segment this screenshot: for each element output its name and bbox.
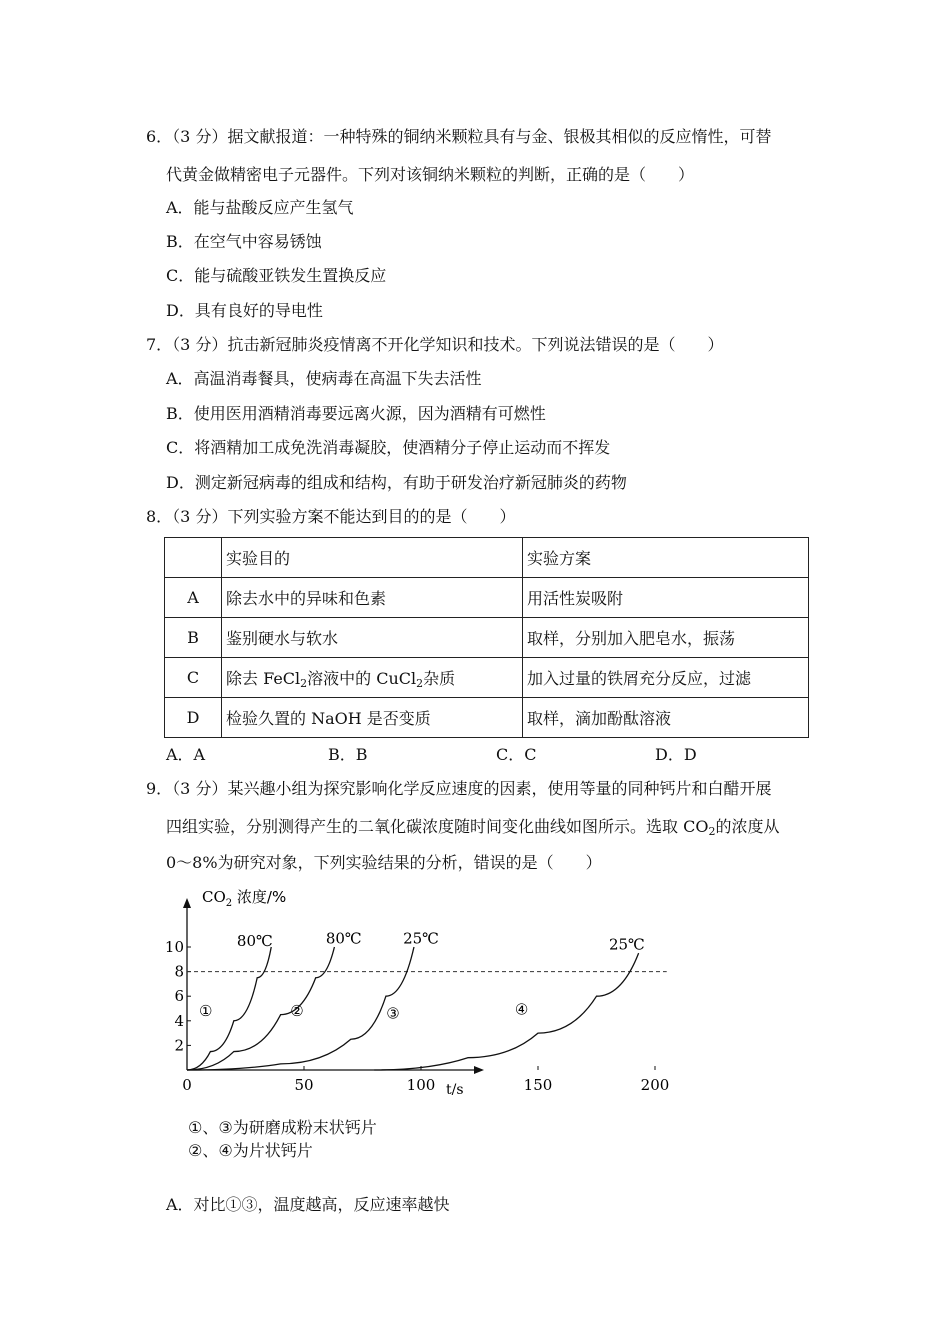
y-tick-label: 10	[164, 938, 184, 956]
y-axis-label: $CO_2$ 浓度/%	[202, 888, 287, 909]
table-row	[165, 698, 809, 738]
x-tick-label: 200	[640, 1076, 670, 1094]
q6-option-b: B．在空气中容易锈蚀	[166, 232, 322, 251]
series-temp-label: 25℃	[608, 935, 645, 954]
stem-text: 的浓度从	[715, 817, 780, 836]
row-purpose	[222, 658, 523, 698]
x-tick-label: 0	[182, 1076, 192, 1094]
y-tick-label: 4	[174, 1011, 184, 1030]
q6-option-c: C．能与硫酸亚铁发生置换反应	[166, 266, 387, 285]
row-purpose: 检验久置的 NaOH 是否变质	[222, 698, 523, 738]
table-row	[165, 578, 809, 618]
q7-option-b: B．使用医用酒精消毒要远离火源，因为酒精有可燃性	[166, 404, 546, 423]
co2-concentration-chart	[160, 880, 670, 1110]
series-temp-label: 80℃	[236, 931, 273, 950]
q6-stem-line2: 代黄金做精密电子元器件。下列对该铜纳米颗粒的判断，正确的是（ ）	[166, 165, 695, 184]
q7-option-a: A．高温消毒餐具，使病毒在高温下失去活性	[166, 369, 482, 388]
x-axis-label: t/s	[446, 1082, 464, 1098]
x-tick-label: 150	[523, 1076, 553, 1094]
purpose-text: 除去 FeCl	[226, 669, 301, 688]
row-label: B	[165, 618, 222, 658]
row-plan: 加入过量的铁屑充分反应，过滤	[523, 658, 809, 698]
q9-option-a: A．对比①③，温度越高，反应速率越快	[166, 1195, 450, 1214]
row-plan: 用活性炭吸附	[523, 578, 809, 618]
series-number-label: ①	[198, 1001, 213, 1020]
y-tick-label: 2	[174, 1036, 184, 1055]
row-purpose: 鉴别硬水与软水	[222, 618, 523, 658]
y-tick-label: 8	[174, 962, 184, 981]
table-header-cell: 实验方案	[523, 538, 809, 578]
row-label: A	[165, 578, 222, 618]
purpose-text: 杂质	[423, 669, 456, 688]
q6-option-d: D．具有良好的导电性	[166, 301, 323, 320]
row-plan: 取样，滴加酚酞溶液	[523, 698, 809, 738]
row-purpose: 除去水中的异味和色素	[222, 578, 523, 618]
table-row	[165, 658, 809, 698]
series-temp-label: 80℃	[325, 929, 362, 948]
q7-stem: 7．（3 分）抗击新冠肺炎疫情离不开化学知识和技术。下列说法错误的是（ ）	[146, 335, 724, 354]
q8-option-a: A．A	[166, 745, 206, 764]
q6-stem-line1: 6．（3 分）据文献报道：一种特殊的铜纳米颗粒具有与金、银极其相似的反应惰性，可替	[146, 127, 772, 146]
series-line-4	[374, 953, 638, 1070]
subscript: 2	[300, 677, 308, 690]
y-axis-arrow	[183, 898, 191, 908]
q7-option-c: C．将酒精加工成免洗消毒凝胶，使酒精分子停止运动而不挥发	[166, 438, 611, 457]
row-plan: 取样，分别加入肥皂水，振荡	[523, 618, 809, 658]
table-row	[165, 618, 809, 658]
q9-stem-line3: 0～8%为研究对象，下列实验结果的分析，错误的是（ ）	[166, 853, 602, 872]
chart-legend-1: ①、③为研磨成粉末状钙片	[188, 1118, 377, 1137]
series-number-label: ④	[514, 1000, 529, 1019]
x-tick-label: 100	[406, 1076, 436, 1094]
q9-stem-line2	[166, 817, 779, 837]
subscript: 2	[416, 677, 424, 690]
q9-stem-line1: 9．（3 分）某兴趣小组为探究影响化学反应速度的因素，使用等量的同种钙片和白醋开展	[146, 779, 772, 798]
q8-option-d: D．D	[655, 745, 697, 764]
y-tick-label: 6	[174, 987, 184, 1006]
row-label: D	[165, 698, 222, 738]
q6-option-a: A．能与盐酸反应产生氢气	[166, 198, 354, 217]
table-header-cell	[165, 538, 222, 578]
series-number-label: ②	[290, 1001, 304, 1020]
q8-option-c: C．C	[496, 745, 537, 764]
q8-stem: 8．（3 分）下列实验方案不能达到目的的是（ ）	[146, 507, 516, 526]
x-axis-arrow	[474, 1066, 484, 1074]
x-tick-label: 50	[294, 1076, 314, 1094]
stem-text: 四组实验，分别测得产生的二氧化碳浓度随时间变化曲线如图所示。选取 CO	[166, 817, 709, 836]
row-label: C	[165, 658, 222, 698]
series-temp-label: 25℃	[403, 929, 439, 948]
q8-option-b: B．B	[328, 745, 368, 764]
purpose-text: 溶液中的 CuCl	[307, 669, 417, 688]
chart-legend-2: ②、④为片状钙片	[188, 1141, 313, 1160]
q8-table	[164, 537, 809, 738]
series-number-label: ③	[386, 1004, 400, 1023]
table-header-row	[165, 538, 809, 578]
q7-option-d: D．测定新冠病毒的组成和结构，有助于研发治疗新冠肺炎的药物	[166, 473, 627, 492]
table-header-cell: 实验目的	[222, 538, 523, 578]
subscript: 2	[708, 825, 716, 838]
